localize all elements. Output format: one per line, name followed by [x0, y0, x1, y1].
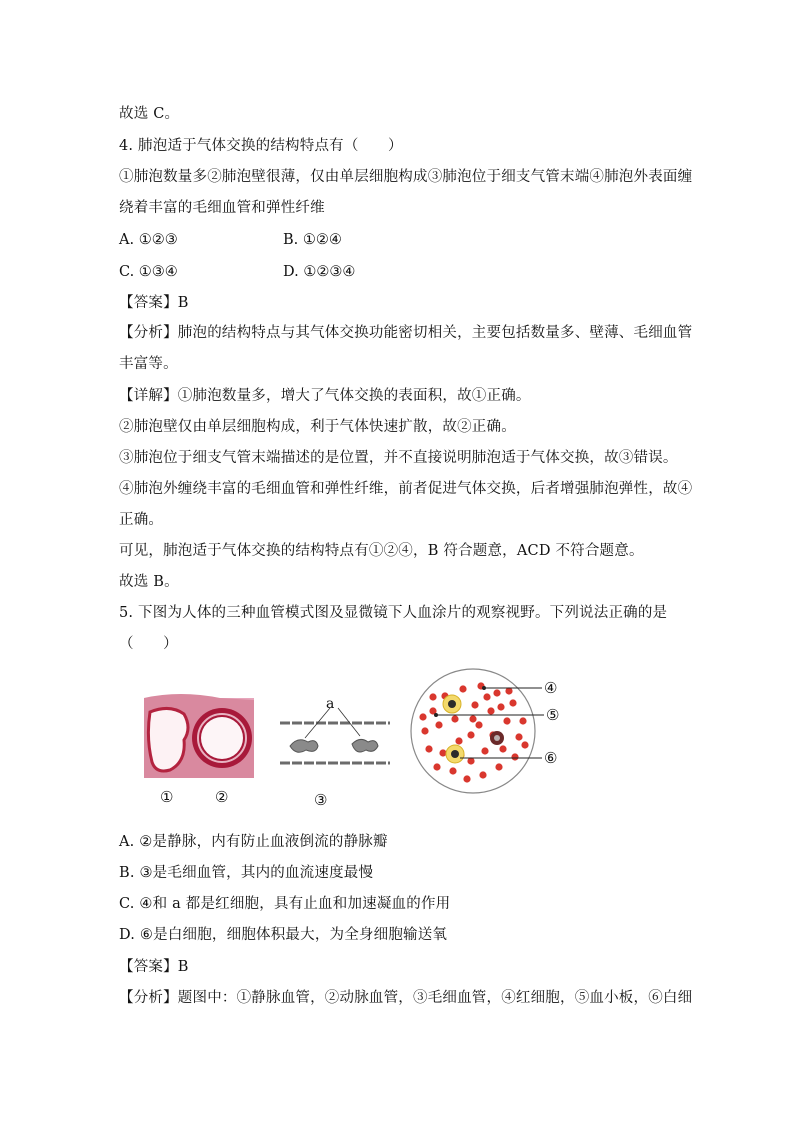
conclusion-line: 故选 C。	[119, 106, 180, 122]
red-blood-cell	[475, 721, 482, 728]
q4-detail-line-3: ③肺泡位于细支气管末端描述的是位置，并不直接说明肺泡适于气体交换，故③错误。	[119, 450, 678, 466]
q4-analysis-line-1: 【分析】肺泡的结构特点与其气体交换功能密切相关，主要包括数量多、壁薄、毛细血管	[119, 325, 693, 341]
red-blood-cell	[519, 717, 526, 724]
red-blood-cell	[459, 685, 466, 692]
red-blood-cell	[509, 699, 516, 706]
q5-answer: 【答案】B	[119, 959, 189, 975]
label-vein: ①	[160, 788, 174, 806]
red-blood-cell	[435, 721, 442, 728]
q4-option-a: A. ①②③	[119, 232, 178, 248]
red-blood-cell	[511, 753, 518, 760]
red-blood-cell	[495, 763, 502, 770]
tissue-section-image	[144, 694, 254, 778]
red-blood-cell	[433, 763, 440, 770]
q4-detail-line-2: ②肺泡壁仅由单层细胞构成，利于气体快速扩散，故②正确。	[119, 419, 516, 435]
q4-detail-line-4a: ④肺泡外缠绕丰富的毛细血管和弹性纤维，前者促进气体交换，后者增强肺泡弹性，故④	[119, 481, 693, 497]
red-blood-cell	[521, 741, 528, 748]
red-blood-cell	[421, 727, 428, 734]
red-blood-cell	[419, 713, 426, 720]
q4-option-d: D. ①②③④	[283, 264, 356, 280]
red-blood-cell	[493, 689, 500, 696]
label-a: a	[326, 696, 335, 712]
red-blood-cell-a	[290, 740, 318, 753]
label-wbc: ⑥	[544, 749, 558, 767]
label-capillary: ③	[314, 791, 328, 809]
red-blood-cell	[497, 703, 504, 710]
red-blood-cell	[467, 757, 474, 764]
q4-answer: 【答案】B	[119, 295, 189, 311]
q4-option-b: B. ①②④	[283, 232, 342, 248]
red-blood-cell	[469, 715, 476, 722]
q5-analysis: 【分析】题图中：①静脉血管，②动脉血管，③毛细血管，④红细胞，⑤血小板，⑥白细	[119, 990, 693, 1006]
label-artery: ②	[215, 788, 229, 806]
q4-option-c: C. ①③④	[119, 264, 178, 280]
question-4-text-line-2: 绕着丰富的毛细血管和弹性纤维	[119, 200, 325, 216]
red-blood-cell	[499, 745, 506, 752]
red-blood-cell	[479, 771, 486, 778]
question-4-stem: 4. 肺泡适于气体交换的结构特点有（ ）	[119, 138, 403, 154]
q4-conclusion: 可见，肺泡适于气体交换的结构特点有①②④，B 符合题意，ACD 不符合题意。	[119, 543, 644, 559]
label-platelet: ⑤	[546, 706, 560, 724]
q4-detail-line-1: 【详解】①肺泡数量多，增大了气体交换的表面积，故①正确。	[119, 388, 531, 404]
q4-analysis-line-2: 丰富等。	[119, 356, 178, 372]
red-blood-cell	[425, 745, 432, 752]
red-blood-cell	[515, 733, 522, 740]
blood-vessel-figure	[140, 668, 660, 822]
red-blood-cell	[471, 701, 478, 708]
capillary-diagram	[280, 708, 390, 763]
red-blood-cell	[463, 775, 470, 782]
question-5-stem-line-2: （ ）	[119, 636, 178, 652]
red-blood-cell	[449, 767, 456, 774]
q5-option-d: D. ⑥是白细胞，细胞体积最大，为全身细胞输送氧	[119, 927, 448, 943]
red-blood-cell	[455, 737, 462, 744]
red-blood-cell	[467, 731, 474, 738]
q4-choose: 故选 B。	[119, 574, 179, 590]
red-blood-cell	[481, 747, 488, 754]
red-blood-cell	[451, 715, 458, 722]
red-blood-cell	[439, 749, 446, 756]
red-blood-cell	[429, 693, 436, 700]
question-5-stem-line-1: 5. 下图为人体的三种血管模式图及显微镜下人血涂片的观察视野。下列说法正确的是	[119, 605, 668, 621]
q5-option-c: C. ④和 a 都是红细胞，具有止血和加速凝血的作用	[119, 896, 451, 912]
red-blood-cell	[503, 717, 510, 724]
question-4-text-line-1: ①肺泡数量多②肺泡壁很薄，仅由单层细胞构成③肺泡位于细支气管末端④肺泡外表面缠	[119, 169, 693, 185]
label-rbc: ④	[544, 679, 558, 697]
red-blood-cell-b	[352, 739, 378, 752]
red-blood-cell	[505, 687, 512, 694]
q5-option-b: B. ③是毛细血管，其内的血流速度最慢	[119, 865, 374, 881]
q5-option-a: A. ②是静脉，内有防止血液倒流的静脉瓣	[119, 834, 388, 850]
red-blood-cell	[487, 707, 494, 714]
q4-detail-line-4b: 正确。	[119, 512, 164, 528]
blood-smear-view	[411, 669, 544, 793]
red-blood-cell	[483, 693, 490, 700]
